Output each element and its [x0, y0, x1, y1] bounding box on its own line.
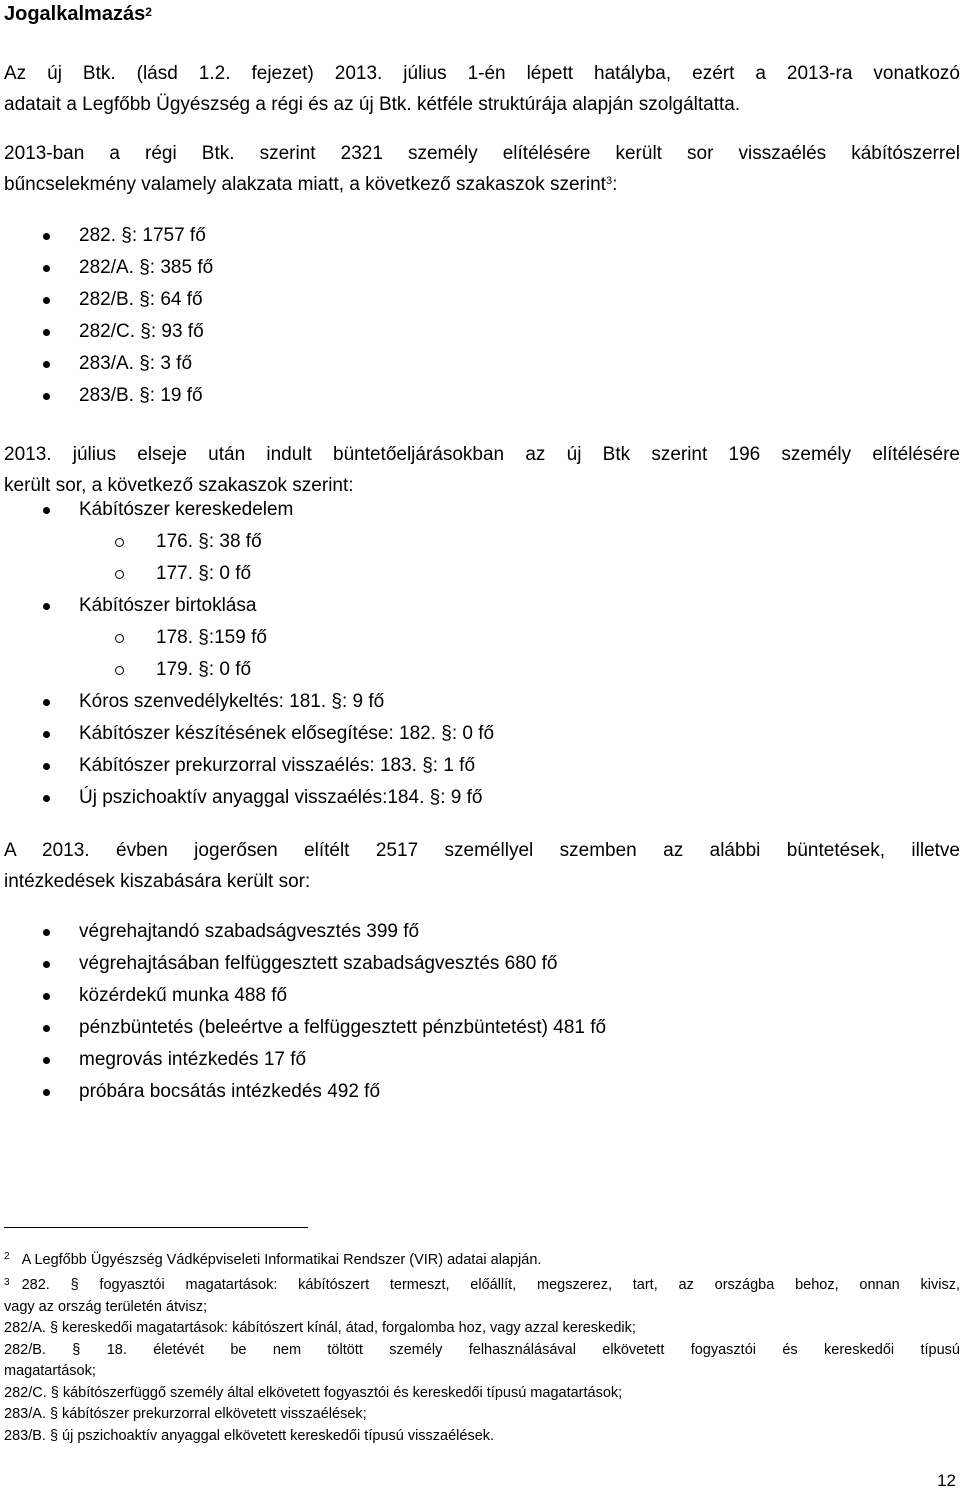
list-item-text: közérdekű munka 488 fő [79, 985, 288, 1006]
bullet-icon [43, 265, 50, 272]
list-item-text: végrehajtandó szabadságvesztés 399 fő [79, 921, 420, 942]
bullet-icon [43, 1089, 50, 1096]
intro-paragraph [4, 58, 960, 120]
footnote-3-line: magatartások; [4, 1363, 96, 1379]
list-item-text: 176. §: 38 fő [156, 531, 262, 552]
list-item-text: Kábítószer kereskedelem [79, 499, 294, 520]
sub-list-item [0, 558, 960, 590]
bullet-icon [43, 393, 50, 400]
bullet-icon [43, 961, 50, 968]
page-number: 12 [937, 1471, 956, 1490]
footnote-text: 282. § fogyasztói magatartások: kábítószert termeszt, előállít, megszerez, tart, az országba behoz, onnan kivisz, [21, 1277, 960, 1293]
list-item-text: megrovás intézkedés 17 fő [79, 1049, 307, 1070]
list-item [0, 948, 960, 980]
list-item-text: Kábítószer birtoklása [79, 595, 257, 616]
paragraph-line: Az új Btk. (lásd 1.2. fejezet) 2013. július 1-én lépett hatályba, ezért a 2013-ra vonatkozó [4, 63, 960, 84]
list-item [0, 1076, 960, 1108]
paragraph-line: intézkedések kiszabására került sor: [4, 871, 311, 892]
list-item [0, 380, 960, 412]
bullet-icon [43, 297, 50, 304]
list-item [0, 1044, 960, 1076]
bullet-icon [43, 1025, 50, 1032]
list-item-text: 282. §: 1757 fő [79, 225, 206, 246]
old-btk-paragraph [4, 138, 960, 200]
paragraph-line: A 2013. évben jogerősen elítélt 2517 személlyel szemben az alábbi büntetések, illetve [4, 840, 960, 861]
paragraph-line-text: bűncselekmény valamely alakzata miatt, a következő szakaszok szerint [4, 174, 606, 195]
sub-list-item [0, 622, 960, 654]
sub-list-item [0, 654, 960, 686]
list-item-text: próbára bocsátás intézkedés 492 fő [79, 1081, 381, 1102]
footnote-3-line: vagy az ország területén átvisz; [4, 1298, 208, 1315]
bullet-icon [43, 507, 50, 514]
footnote-ref-3: 3 [605, 175, 613, 187]
section-heading-text: Jogalkalmazás [4, 3, 146, 25]
paragraph-line-with-ref [4, 169, 960, 200]
list-item-text: 178. §:159 fő [156, 627, 267, 648]
list-item [0, 1012, 960, 1044]
paragraph-line: 2013-ban a régi Btk. szerint 2321 személy elítélésére került sor visszaélés kábítószerrel [4, 143, 960, 164]
list-item [0, 348, 960, 380]
paragraph-colon: : [612, 174, 618, 195]
footnote-2 [4, 1245, 960, 1275]
list-item-text: Kábítószer prekurzorral visszaélés: 183. §: 1 fő [79, 755, 476, 776]
sub-list-item [0, 526, 960, 558]
paragraph-line: adatait a Legfőbb Ügyészség a régi és az új Btk. kétféle struktúrája alapján szolgáltatta. [4, 94, 741, 115]
bullet-icon [43, 731, 50, 738]
list-item-text: Kábítószer készítésének elősegítése: 182. §: 0 fő [79, 723, 495, 744]
footnote-3-line: 282/B. § 18. életévét be nem töltött személy felhasználásával elkövetett fogyasztói és kereskedői típusú [4, 1341, 960, 1358]
new-btk-paragraph [4, 439, 960, 501]
footnote-3-line [4, 1275, 960, 1297]
bullet-icon [43, 795, 50, 802]
footnote-3-line: 283/A. § kábítószer prekurzorral elkövetett visszaélések; [4, 1406, 367, 1422]
list-item [0, 252, 960, 284]
bullet-icon [43, 1057, 50, 1064]
list-item-text: 177. §: 0 fő [156, 563, 252, 584]
list-item-text: Kóros szenvedélykeltés: 181. §: 9 fő [79, 691, 385, 712]
section-heading [4, 2, 152, 26]
bullet-icon [43, 329, 50, 336]
bullet-icon [43, 361, 50, 368]
sanctions-list [0, 916, 960, 1108]
list-item [0, 220, 960, 252]
list-item [0, 686, 960, 718]
list-item [0, 590, 960, 622]
list-item-text: 283/A. §: 3 fő [79, 353, 193, 374]
bullet-icon [43, 233, 50, 240]
list-item [0, 718, 960, 750]
footnote-number: 2 [4, 1251, 10, 1262]
list-item-text: 282/C. §: 93 fő [79, 321, 204, 342]
list-item [0, 750, 960, 782]
bullet-icon [43, 993, 50, 1000]
list-item-text: Új pszichoaktív anyaggal visszaélés:184. §: 9 fő [79, 787, 483, 808]
list-item-text: végrehajtásában felfüggesztett szabadságvesztés 680 fő [79, 953, 558, 974]
list-item [0, 284, 960, 316]
bullet-icon [43, 603, 50, 610]
footnote-3-line: 282/C. § kábítószerfüggő személy által elkövetett fogyasztói és kereskedői típusú magatartások; [4, 1384, 623, 1401]
footnote-3-line: 282/A. § kereskedői magatartások: kábítószert kínál, átad, forgalomba hoz, vagy azzal kereskedik; [4, 1320, 636, 1336]
footnote-3-line: 283/B. § új pszichoaktív anyaggal elkövetett kereskedői típusú visszaélések. [4, 1427, 495, 1444]
footnote-ref-2: 2 [145, 5, 152, 19]
list-item [0, 316, 960, 348]
list-item [0, 494, 960, 526]
footnote-separator [4, 1227, 308, 1228]
list-item-text: 283/B. §: 19 fő [79, 385, 203, 406]
old-sections-list [0, 220, 960, 412]
bullet-icon [43, 699, 50, 706]
list-item-text: 282/B. §: 64 fő [79, 289, 203, 310]
list-item [0, 980, 960, 1012]
circle-bullet-icon [115, 570, 124, 579]
footnotes [4, 1245, 960, 1447]
list-item [0, 916, 960, 948]
circle-bullet-icon [115, 634, 124, 643]
bullet-icon [43, 763, 50, 770]
circle-bullet-icon [115, 538, 124, 547]
bullet-icon [43, 929, 50, 936]
list-item-text: pénzbüntetés (beleértve a felfüggesztett pénzbüntetést) 481 fő [79, 1017, 607, 1038]
new-sections-list [0, 494, 960, 814]
list-item-text: 282/A. §: 385 fő [79, 257, 214, 278]
circle-bullet-icon [115, 666, 124, 675]
list-item [0, 782, 960, 814]
sanctions-paragraph [4, 835, 960, 897]
footnote-number: 3 [4, 1277, 10, 1288]
footnote-text: A Legfőbb Ügyészség Vádképviseleti Informatikai Rendszer (VIR) adatai alapján. [21, 1252, 542, 1268]
paragraph-line: 2013. július elseje után indult büntetőeljárásokban az új Btk szerint 196 személy elítélésére [4, 444, 960, 465]
list-item-text: 179. §: 0 fő [156, 659, 252, 680]
paragraph-line: került sor, a következő szakaszok szerint: [4, 475, 354, 496]
